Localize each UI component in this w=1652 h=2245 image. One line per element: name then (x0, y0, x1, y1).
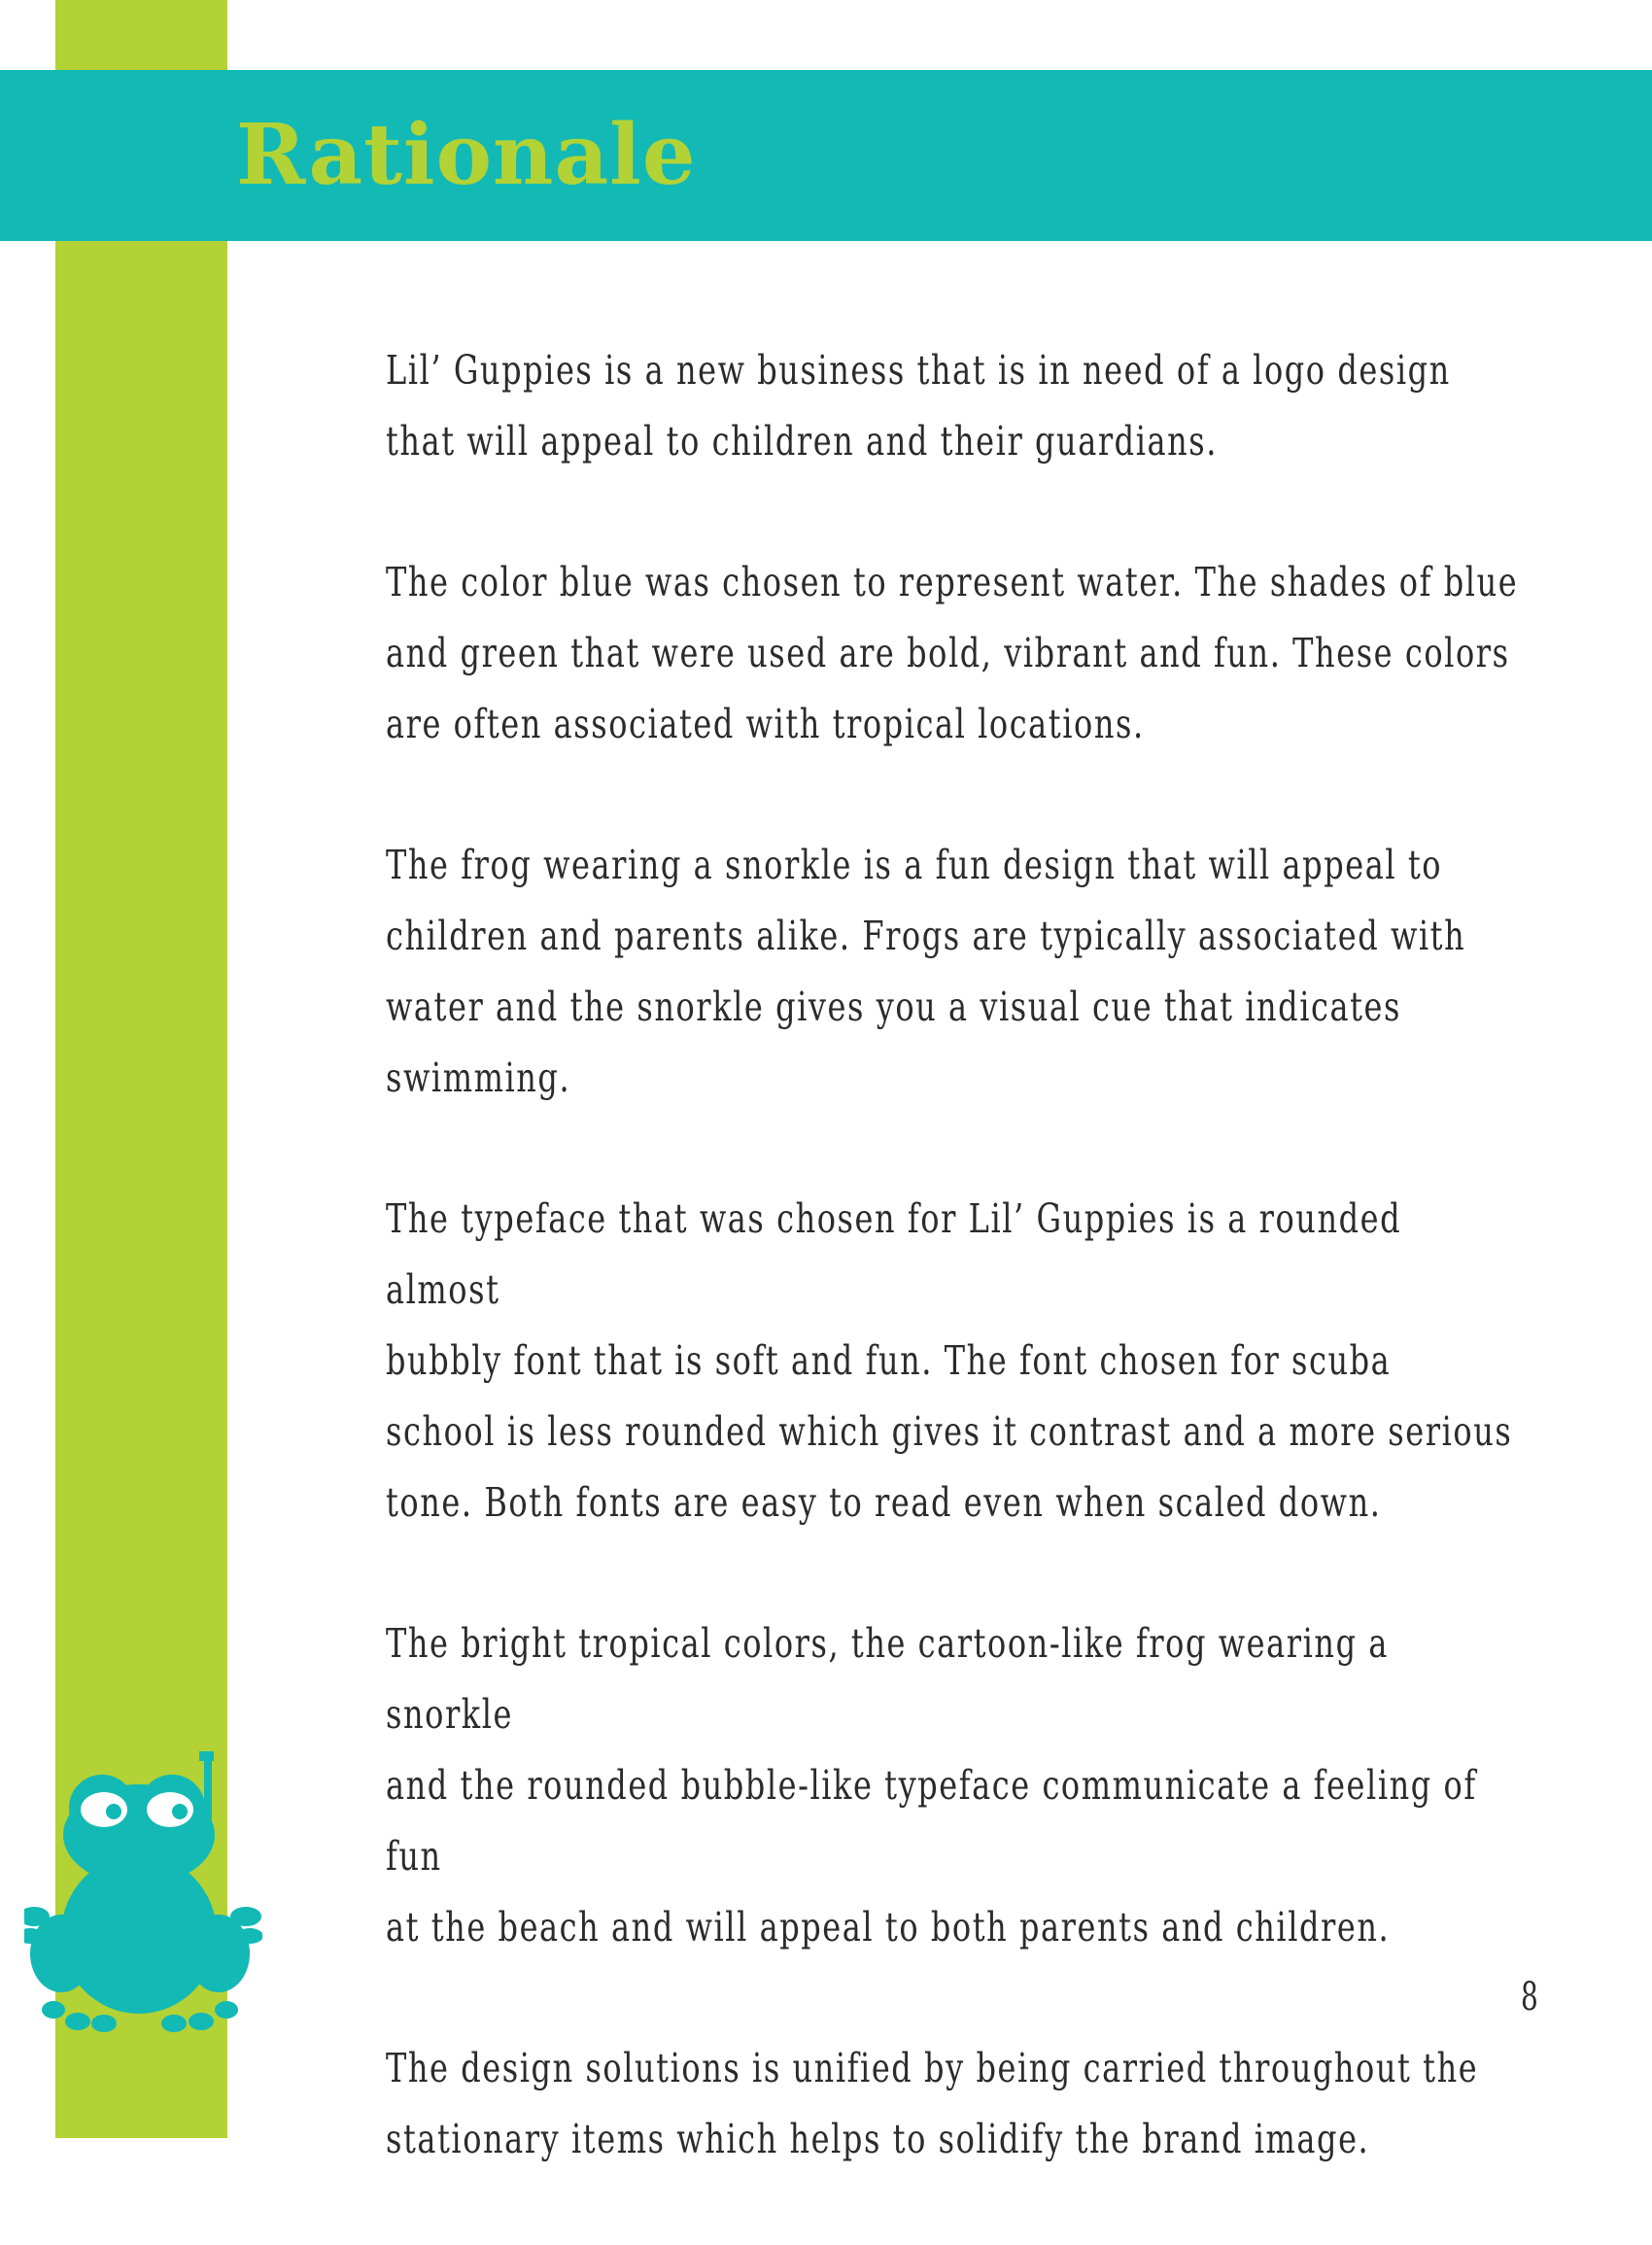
text-line: The typeface that was chosen for Lil’ Guppies is a rounded almost (386, 1195, 1402, 1313)
text-line: are often associated with tropical locations. (386, 701, 1145, 747)
paragraph-summary (386, 1608, 1523, 1963)
text-line: The design solutions is unified by being carried throughout the (386, 2045, 1479, 2091)
paragraph-typeface (386, 1184, 1523, 1538)
text-line: tone. Both fonts are easy to read even when scaled down. (386, 1479, 1382, 1526)
text-line: swimming. (386, 1054, 571, 1101)
text-line: The color blue was chosen to represent water. The shades of blue (386, 559, 1519, 605)
paragraph-frog (386, 830, 1523, 1114)
page-number: 8 (1521, 1975, 1538, 2020)
text-line: The bright tropical colors, the cartoon-like frog wearing a snorkle (386, 1620, 1389, 1738)
text-line: school is less rounded which gives it contrast and a more serious (386, 1408, 1513, 1455)
body-text (386, 335, 1532, 2245)
text-line: that will appeal to children and their guardians. (386, 418, 1218, 465)
page-title: Rationale (236, 106, 697, 204)
text-line: Lil’ Guppies is a new business that is in need of a logo design (386, 347, 1451, 394)
text-line: water and the snorkle gives you a visual cue that indicates (386, 984, 1401, 1030)
text-line: stationary items which helps to solidify the brand image. (386, 2116, 1370, 2162)
text-line: and green that were used are bold, vibrant and fun. These colors (386, 630, 1510, 676)
text-line: at the beach and will appeal to both parents and children. (386, 1904, 1391, 1951)
text-line: children and parents alike. Frogs are typically associated with (386, 913, 1466, 959)
paragraph-unified (386, 2033, 1523, 2175)
text-line: bubbly font that is soft and fun. The font chosen for scuba (386, 1337, 1392, 1384)
frog-with-snorkel-icon (24, 1749, 262, 2041)
text-line: The frog wearing a snorkle is a fun design that will appeal to (386, 842, 1443, 888)
paragraph-intro (386, 335, 1523, 477)
paragraph-color (386, 547, 1523, 760)
text-line: and the rounded bubble-like typeface communicate a feeling of fun (386, 1762, 1477, 1880)
